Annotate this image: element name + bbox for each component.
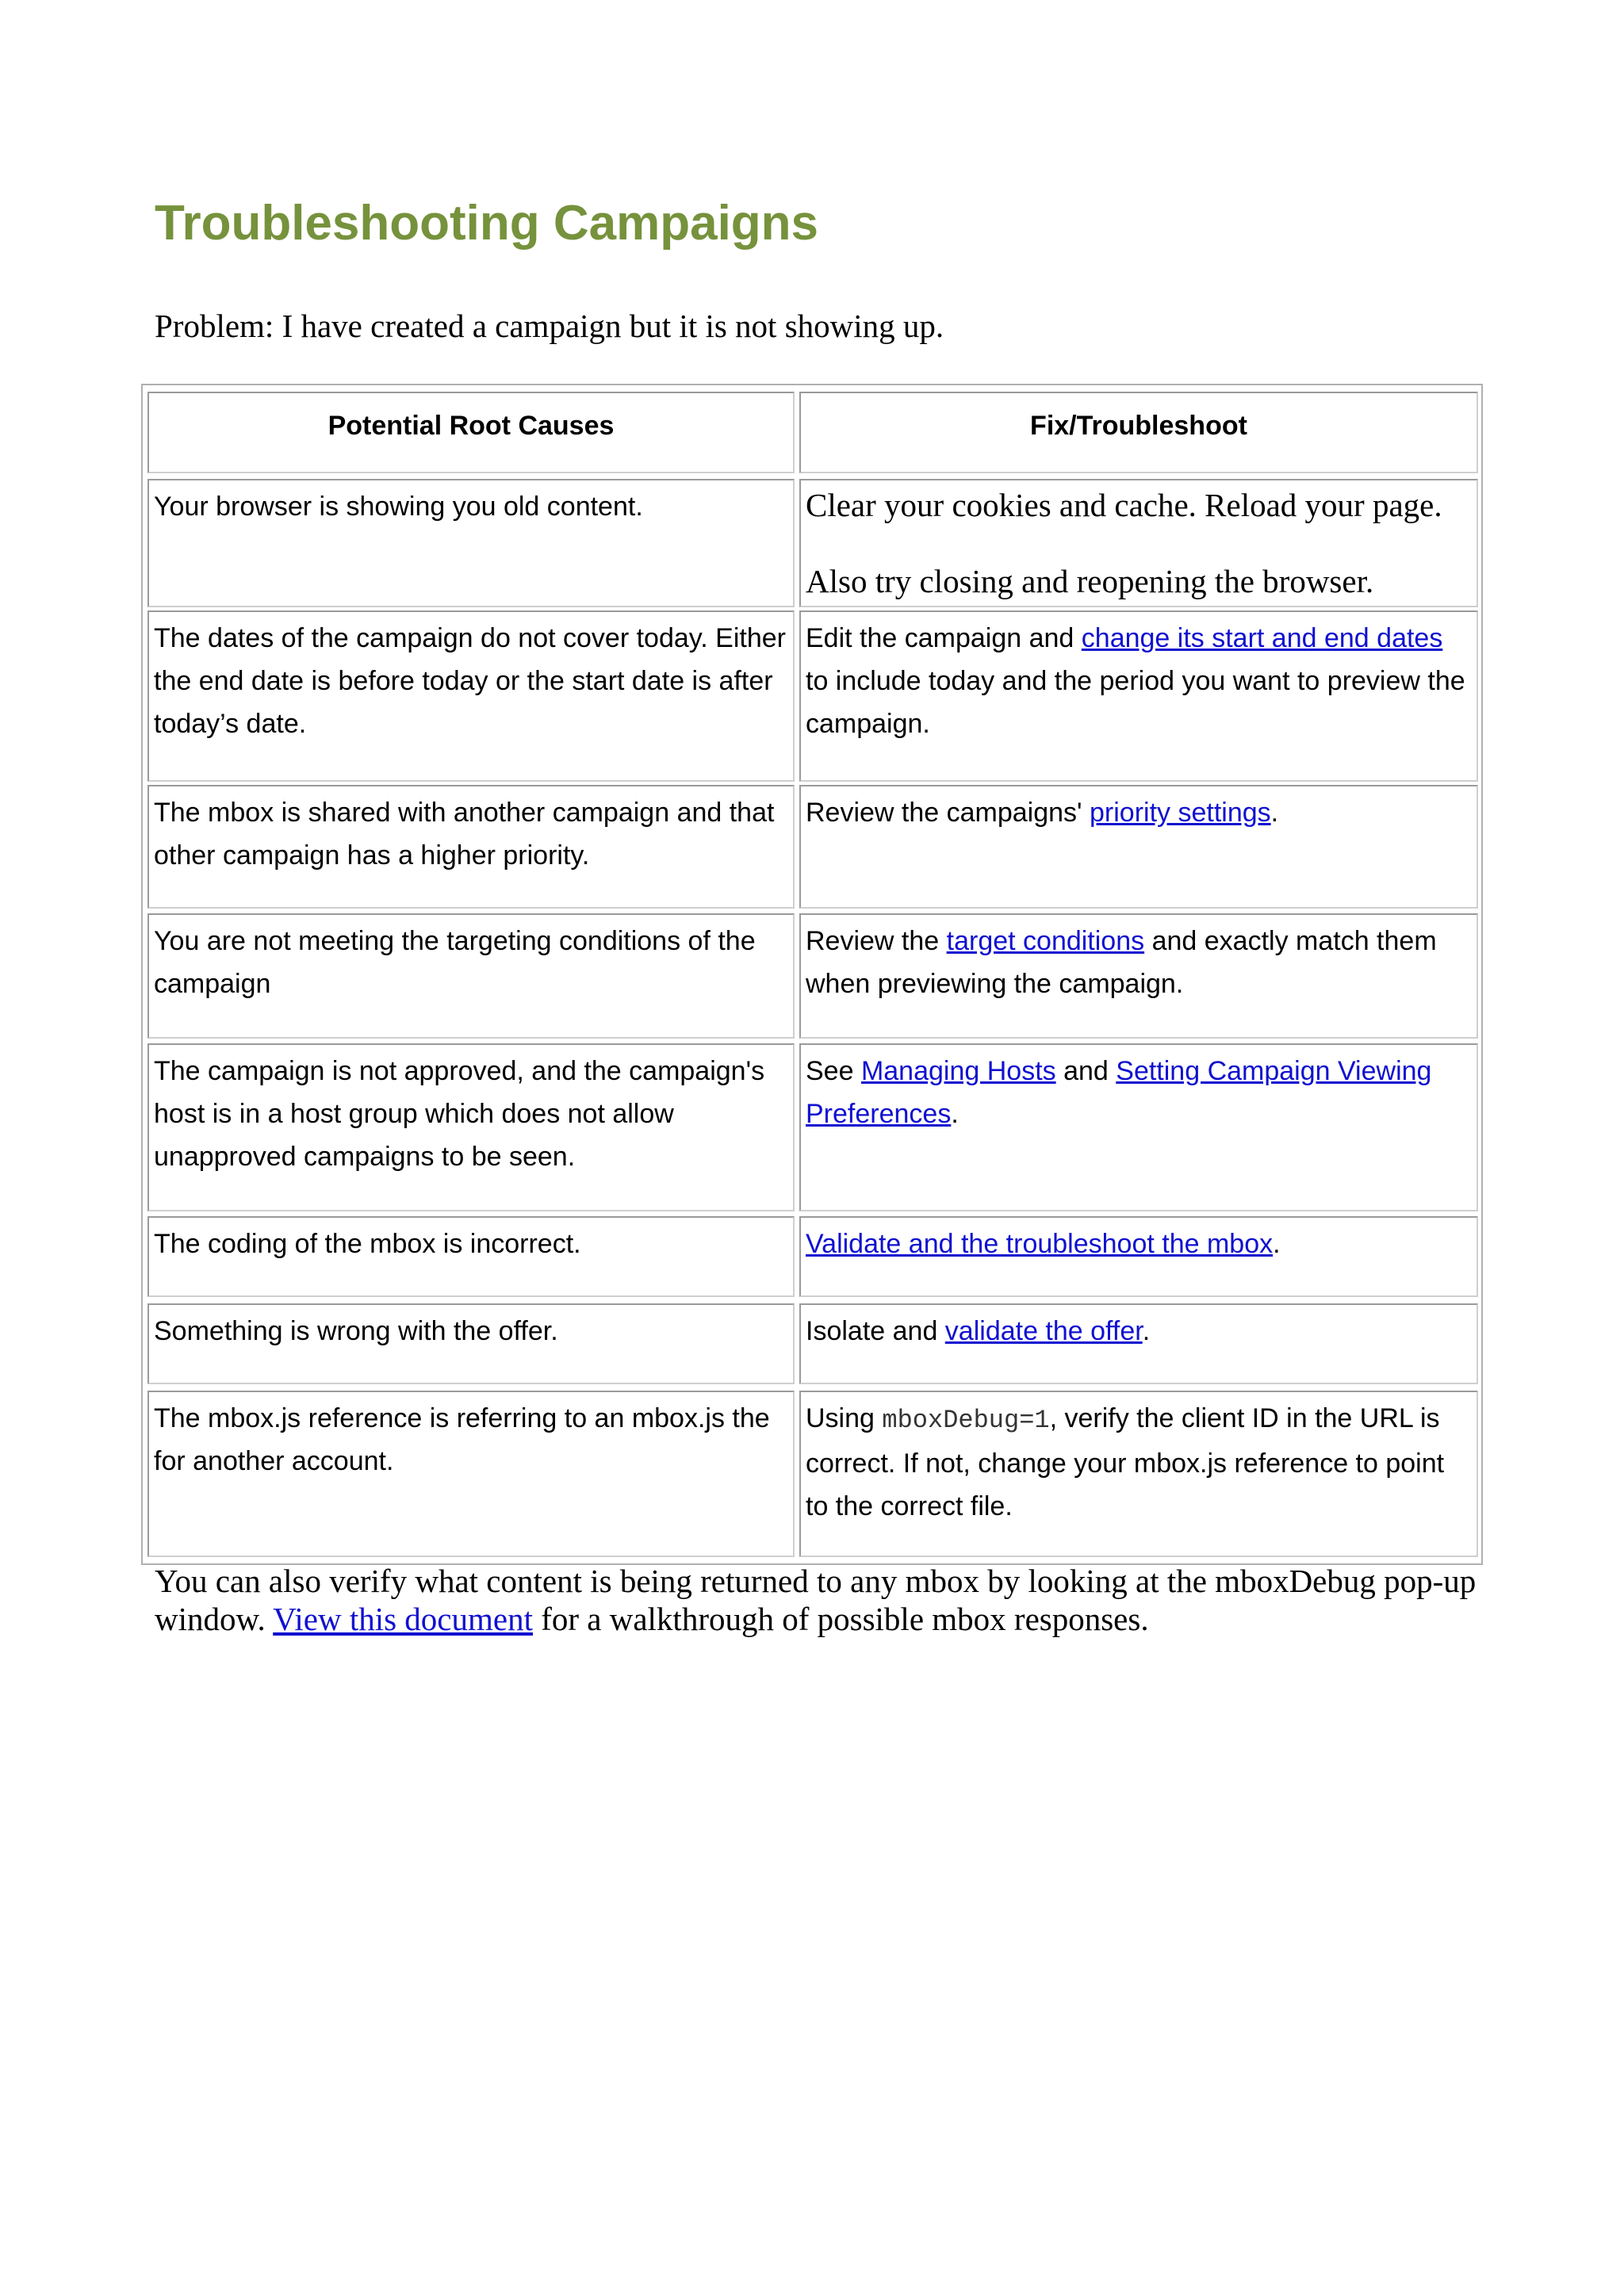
table-row-3-fix — [799, 785, 1478, 909]
table-row-7-cause: Something is wrong with the offer. — [147, 1303, 795, 1384]
header-fix-troubleshoot: Fix/Troubleshoot — [799, 392, 1478, 473]
fix-text: . — [1273, 1229, 1281, 1259]
fix-text: and exactly match them when previewing the campaign. — [806, 926, 1437, 999]
table-row-6-fix — [799, 1216, 1478, 1297]
table-row-4-fix — [799, 913, 1478, 1039]
view-document-link[interactable]: View this document — [273, 1601, 533, 1637]
fix-text: Review the campaigns' — [806, 798, 1090, 828]
validate-offer-link[interactable]: validate the offer — [944, 1316, 1143, 1346]
fix-text: See — [806, 1056, 861, 1086]
fix-text: to include today and the period you want to preview the campaign. — [806, 666, 1465, 739]
mbox-debug-code: mboxDebug=1 — [882, 1406, 1050, 1435]
footer-note — [155, 1562, 1487, 1638]
table-row-8-fix — [799, 1391, 1478, 1557]
fix-line-2: Also try closing and reopening the browser. — [806, 563, 1374, 599]
table-row-2-cause: The dates of the campaign do not cover today. Either the end date is before today or the start date is after today’s date. — [147, 610, 795, 782]
table-row-7-fix — [799, 1303, 1478, 1384]
fix-text: Review the — [806, 926, 947, 956]
fix-text: Using — [806, 1403, 883, 1433]
target-conditions-link[interactable]: target conditions — [946, 926, 1145, 956]
fix-text: and — [1055, 1056, 1116, 1086]
table-row-3-cause: The mbox is shared with another campaign and that other campaign has a higher priority. — [147, 785, 795, 909]
table-row-8-cause: The mbox.js reference is referring to an mbox.js the for another account. — [147, 1391, 795, 1557]
fix-line-1: Clear your cookies and cache. Reload your page. — [806, 487, 1442, 523]
campaign-viewing-preferences-link[interactable]: Setting Campaign Viewing Preferences — [806, 1056, 1432, 1129]
fix-text: . — [1270, 798, 1279, 828]
fix-text: Edit the campaign and — [806, 623, 1082, 653]
validate-mbox-link[interactable]: Validate and the troubleshoot the mbox — [806, 1229, 1274, 1259]
table-row-5-fix — [799, 1043, 1478, 1211]
table-row-6-cause: The coding of the mbox is incorrect. — [147, 1216, 795, 1297]
change-dates-link[interactable]: change its start and end dates — [1081, 623, 1443, 653]
fix-text: Isolate and — [806, 1316, 945, 1346]
fix-text: . — [1142, 1316, 1151, 1346]
table-row-2-fix — [799, 610, 1478, 782]
priority-settings-link[interactable]: priority settings — [1090, 798, 1271, 828]
fix-text: , verify the client ID in the URL is correct. If not, change your mbox.js reference to point to the correct file. — [806, 1403, 1445, 1521]
problem-statement: Problem: I have created a campaign but it is not showing up. — [155, 308, 944, 344]
troubleshooting-table — [141, 384, 1483, 1565]
header-root-causes: Potential Root Causes — [147, 392, 795, 473]
footer-text: You can also verify what content is being returned to any mbox by looking at the mboxDebug pop-up window. — [155, 1563, 1477, 1637]
table-row-4-cause: You are not meeting the targeting conditions of the campaign — [147, 913, 795, 1039]
page-title: Troubleshooting Campaigns — [155, 196, 819, 251]
footer-text: for a walkthrough of possible mbox responses. — [532, 1601, 1149, 1637]
fix-text: . — [951, 1099, 959, 1129]
table-row-1-fix — [799, 479, 1478, 607]
table-row-5-cause: The campaign is not approved, and the campaign's host is in a host group which does not allow unapproved campaigns to be seen. — [147, 1043, 795, 1211]
table-row-1-cause: Your browser is showing you old content. — [147, 479, 795, 607]
managing-hosts-link[interactable]: Managing Hosts — [860, 1056, 1056, 1086]
